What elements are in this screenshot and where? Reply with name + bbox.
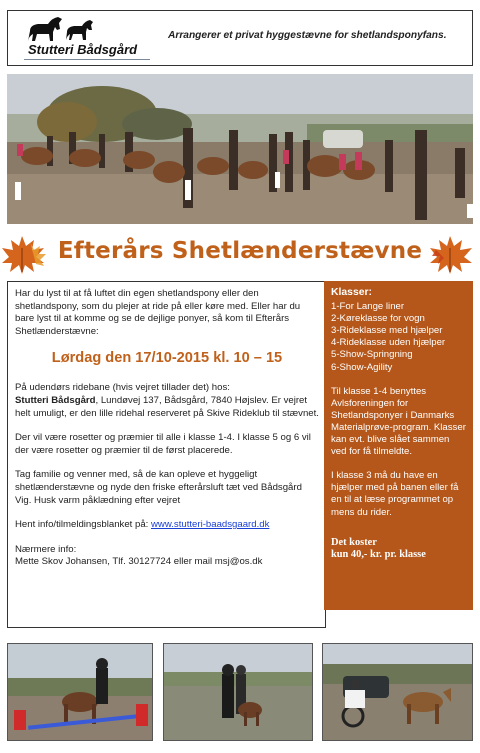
logo bbox=[22, 15, 152, 63]
contact-text: Mette Skov Johansen, Tlf. 30127724 eller mail msj@os.dk bbox=[15, 556, 263, 568]
classes-note-program: Til klasse 1-4 benyttes Avlsforeningen for Shetlandsponyer i Danmarks Materialprøve-program. Klasser kan evt. blive slået sammen ved for få tilmeldte. bbox=[331, 385, 466, 458]
autumn-leaf-icon bbox=[426, 232, 474, 276]
photo-leading bbox=[163, 643, 313, 741]
location-prefix: På udendørs ridebane (hvis vejret tillader det) hos: bbox=[15, 382, 230, 394]
location-alternative: Er vejret helt umuligt, er den lille ridehal reserveret på Skive Rideklub til stævnet. bbox=[15, 394, 319, 419]
classes-title: Klasser: bbox=[331, 287, 373, 298]
header-box bbox=[7, 10, 473, 66]
tagline: Arrangerer et privat hyggestævne for shetlandsponyfans. bbox=[168, 30, 447, 41]
family-text: Tag familie og venner med, så de kan opleve et hyggeligt shetlænderstævne og nyde den friske efterårsluft tæt ved Bådsgård Vig. Husk varm påklædning efter vejret bbox=[15, 469, 302, 506]
intro-text: Har du lyst til at få luftet din egen shetlandspony eller den shetlandspony, som du plejer at ride på eller køre med. Eller har du bare lyst til at komme og se de dejlige ponyer, så kom til Efterårs Shetlænderstævne: bbox=[15, 288, 301, 337]
location-name: Stutteri Bådsgård bbox=[15, 394, 96, 406]
info-box bbox=[7, 281, 326, 628]
prizes-text: Der vil være rosetter og præmier til alle i klasse 1-4. I klasse 5 og 6 vil der være rosetter og præmier til de først placerede. bbox=[15, 432, 311, 456]
photo-jumping bbox=[7, 643, 153, 741]
classes-note-helper: I klasse 3 må du have en hjælper med på banen eller få en til at læse programmet op mens du rider. bbox=[331, 470, 459, 518]
event-date: Lørdag den 17/10-2015 kl. 10 – 15 bbox=[51, 350, 283, 367]
location-address: , Lundøvej 137, Bådsgård, 7840 Højslev. bbox=[95, 394, 269, 406]
website-link[interactable]: www.stutteri-baadsgaard.dk bbox=[151, 519, 270, 531]
class-item: 5-Show-Springning bbox=[331, 349, 413, 361]
title-row bbox=[0, 228, 480, 276]
pony-silhouette-icon bbox=[22, 15, 152, 45]
classes-list bbox=[331, 301, 467, 374]
class-item: 4-Rideklasse uden hjælper bbox=[331, 337, 446, 349]
signup-paragraph bbox=[15, 519, 319, 532]
location-paragraph bbox=[15, 382, 319, 420]
class-item: 6-Show-Agility bbox=[331, 361, 393, 373]
contact-label: Nærmere info: bbox=[15, 543, 77, 555]
price-value: kun 40,- kr. pr. klasse bbox=[331, 549, 426, 561]
class-item: 2-Køreklasse for vogn bbox=[331, 313, 425, 325]
price-label: Det koster bbox=[331, 536, 377, 548]
photo-driving bbox=[322, 643, 473, 741]
logo-text: Stutteri Bådsgård bbox=[28, 42, 138, 57]
class-item: 3-Rideklasse med hjælper bbox=[331, 325, 443, 337]
classes-box bbox=[324, 281, 473, 610]
class-item: 1-For Lange liner bbox=[331, 301, 405, 313]
main-photo bbox=[7, 74, 473, 224]
signup-prefix: Hent info/tilmeldingsblanket på: bbox=[15, 519, 149, 531]
event-title: Efterårs Shetlænderstævne bbox=[57, 238, 423, 264]
logo-underline bbox=[24, 59, 150, 60]
